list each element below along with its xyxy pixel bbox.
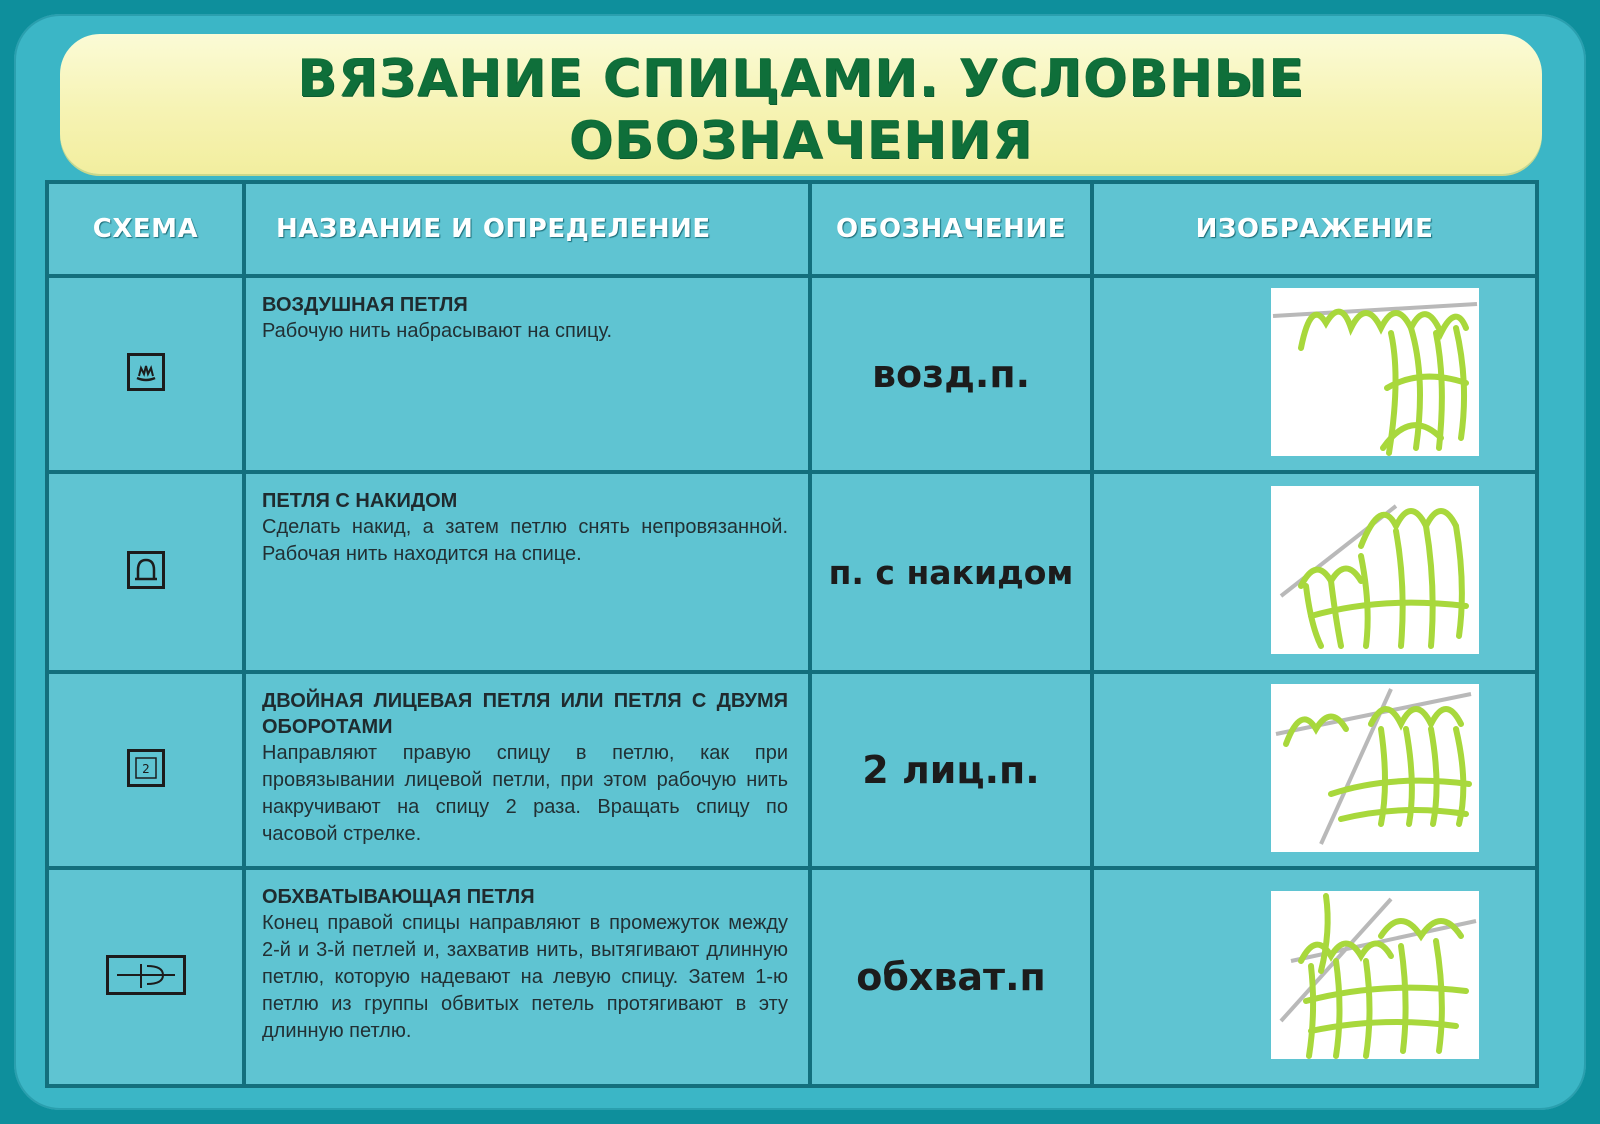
- row-text: Направляют правую спицу в петлю, как при провязывании лицевой петли, при этом рабочую нить накручивают на спицу 2 раза. Вращать спицу по часовой стрелке.: [262, 742, 788, 845]
- description-cell: [244, 276, 810, 472]
- table-row: [47, 276, 1537, 472]
- row-mark: 2 лиц.п.: [862, 748, 1040, 792]
- header-mark: ОБОЗНАЧЕНИЕ: [810, 182, 1092, 276]
- scheme-cell: [47, 868, 244, 1086]
- scheme-cell: [47, 472, 244, 672]
- image-cell: [1092, 276, 1537, 472]
- row-mark: п. с накидом: [828, 552, 1074, 592]
- row-text: Сделать накид, а затем петлю снять непровязанной. Рабочая нить находится на спице.: [262, 516, 788, 565]
- header-name: НАЗВАНИЕ И ОПРЕДЕЛЕНИЕ: [244, 182, 810, 276]
- image-cell: [1092, 672, 1537, 868]
- mark-cell: [810, 472, 1092, 672]
- air-loop-illustration-icon: [1271, 288, 1479, 456]
- mark-cell: [810, 868, 1092, 1086]
- double-knit-loop-illustration-icon: [1271, 684, 1479, 852]
- yarn-over-loop-illustration-icon: [1271, 486, 1479, 654]
- title-banner: [60, 34, 1542, 174]
- page-title: ВЯЗАНИЕ СПИЦАМИ. УСЛОВНЫЕ ОБОЗНАЧЕНИЯ: [297, 49, 1305, 171]
- symbols-table: [45, 180, 1539, 1088]
- row-title: ВОЗДУШНАЯ ПЕТЛЯ: [262, 294, 468, 316]
- row-title: ПЕТЛЯ С НАКИДОМ: [262, 490, 458, 512]
- scheme-cell: [47, 276, 244, 472]
- row-mark: обхват.п: [856, 955, 1046, 999]
- row-text: Конец правой спицы направляют в промежуток между 2-й и 3-й петлей и, захватив нить, вытягивают длинную петлю, которую надевают на левую спицу. Затем 1-ю петлю из группы обвитых петель протягивают в эту длинную петлю.: [262, 912, 788, 1042]
- image-cell: [1092, 868, 1537, 1086]
- table-header-row: [47, 182, 1537, 276]
- bell-symbol-icon: [127, 551, 165, 589]
- header-scheme: СХЕМА: [47, 182, 244, 276]
- description-cell: [244, 472, 810, 672]
- mark-cell: [810, 672, 1092, 868]
- wrap-symbol-icon: [106, 955, 186, 995]
- description-cell: [244, 868, 810, 1086]
- image-cell: [1092, 472, 1537, 672]
- table-row: [47, 868, 1537, 1086]
- table-row: [47, 672, 1537, 868]
- row-text: Рабочую нить набрасывают на спицу.: [262, 320, 613, 342]
- table-row: [47, 472, 1537, 672]
- number-2-symbol-icon: [127, 749, 165, 787]
- symbol-number: 2: [141, 761, 150, 776]
- mark-cell: [810, 276, 1092, 472]
- description-cell: [244, 672, 810, 868]
- loop-crown-symbol-icon: [127, 353, 165, 391]
- wrap-loop-illustration-icon: [1271, 891, 1479, 1059]
- row-title: ДВОЙНАЯ ЛИЦЕВАЯ ПЕТЛЯ ИЛИ ПЕТЛЯ С ДВУМЯ ОБОРОТАМИ: [262, 690, 788, 738]
- header-image: ИЗОБРАЖЕНИЕ: [1092, 182, 1537, 276]
- scheme-cell: [47, 672, 244, 868]
- row-mark: возд.п.: [871, 352, 1031, 396]
- row-title: ОБХВАТЫВАЮЩАЯ ПЕТЛЯ: [262, 886, 535, 908]
